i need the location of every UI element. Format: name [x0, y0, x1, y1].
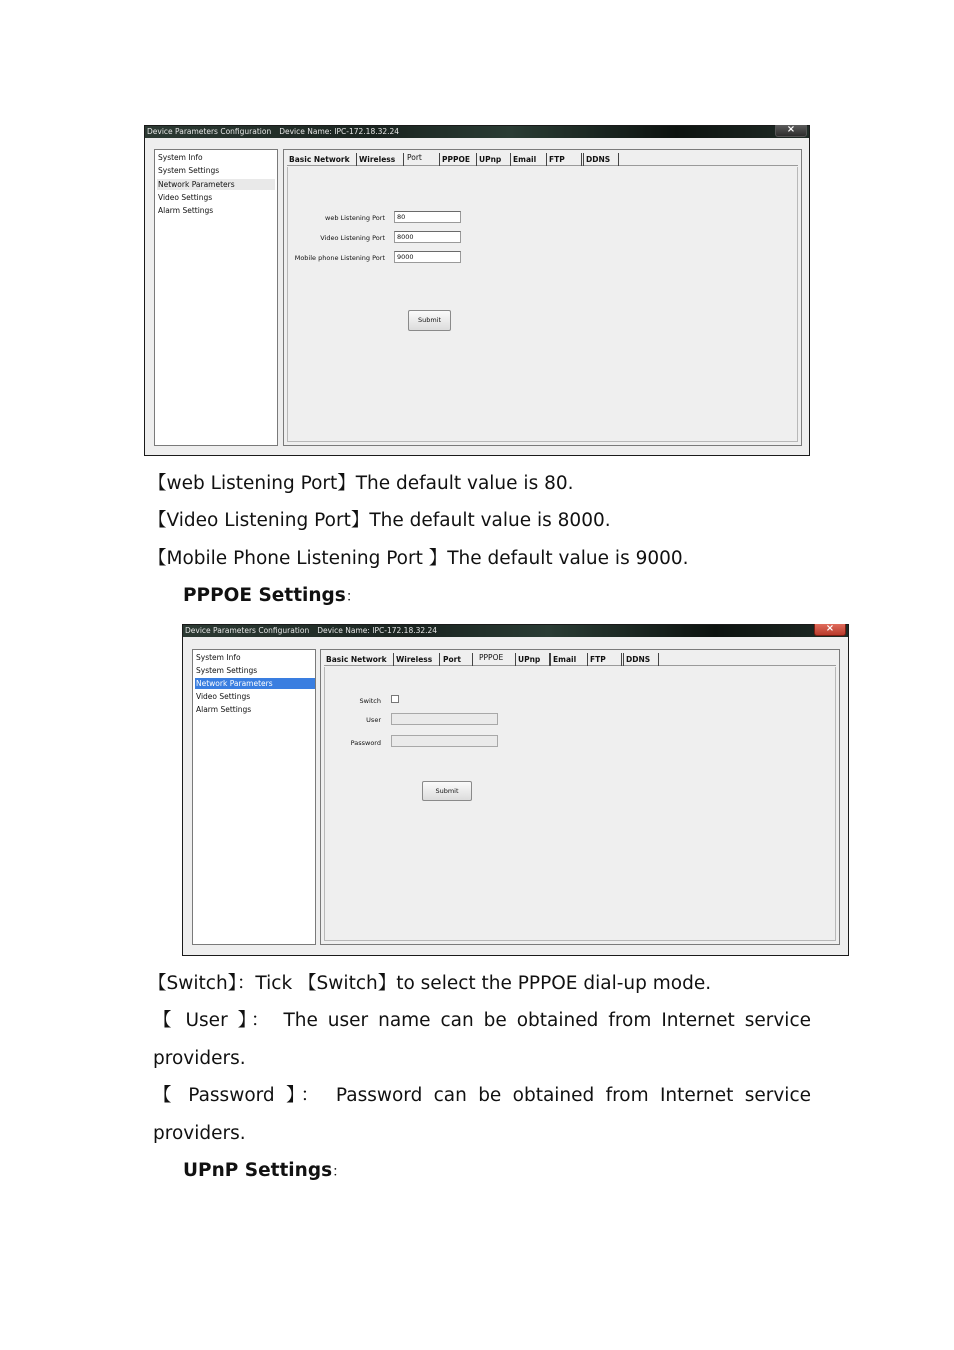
tab-ftp[interactable]: FTP — [547, 153, 582, 166]
pppoe-heading — [183, 585, 360, 608]
pppoe-config-window — [182, 624, 849, 956]
nav-item-system-info[interactable]: System Info — [158, 153, 203, 162]
nav-tree — [192, 649, 316, 945]
nav-item-system-info[interactable]: System Info — [196, 653, 241, 662]
tab-content — [324, 667, 836, 941]
device-name: Device Name: IPC-172.18.32.24 — [279, 127, 400, 136]
submit-button[interactable]: Submit — [422, 781, 472, 801]
tab-port[interactable]: Port — [407, 153, 422, 162]
window-title: Device Parameters Configuration — [185, 626, 310, 635]
video-port-note-text: The default value is 8000. — [369, 510, 611, 531]
close-button[interactable]: × — [814, 624, 846, 636]
nav-item-network-parameters[interactable]: Network Parameters — [157, 179, 275, 190]
nav-item-video-settings[interactable]: Video Settings — [158, 193, 213, 202]
tab-email[interactable]: Email — [550, 653, 588, 666]
tab-bar — [324, 653, 836, 666]
tab-upnp[interactable]: UPnp — [477, 153, 511, 166]
tab-port[interactable]: Port — [441, 653, 473, 666]
password-note-line2: providers. — [153, 1123, 246, 1144]
window-titlebar — [145, 126, 809, 138]
upnp-heading — [183, 1160, 346, 1183]
password-note-line1: 【 Password 】： Password can be obtained from Internet service — [153, 1085, 811, 1106]
tab-upnp[interactable]: UPnp — [515, 653, 550, 666]
window-title: Device Parameters Configuration — [147, 127, 272, 136]
mobile-port-input[interactable]: 9000 — [394, 251, 461, 263]
upnp-heading-colon: ： — [332, 1164, 347, 1180]
submit-button[interactable]: Submit — [408, 310, 451, 331]
tab-wireless[interactable]: Wireless — [394, 653, 440, 666]
tab-pppoe[interactable]: PPPOE — [479, 653, 504, 662]
switch-checkbox[interactable] — [391, 695, 399, 703]
tab-pppoe[interactable]: PPPOE — [439, 153, 477, 166]
video-port-note — [148, 510, 611, 532]
close-button[interactable]: × — [775, 125, 807, 137]
video-port-input[interactable]: 8000 — [394, 231, 461, 243]
nav-item-system-settings[interactable]: System Settings — [196, 666, 258, 675]
password-label: Password — [350, 739, 381, 747]
tab-content — [287, 167, 798, 442]
tab-basic-network[interactable]: Basic Network — [324, 653, 394, 666]
web-port-note-key: 【web Listening Port】 — [148, 473, 356, 494]
nav-item-system-settings[interactable]: System Settings — [158, 166, 220, 175]
nav-item-video-settings[interactable]: Video Settings — [196, 692, 251, 701]
port-config-window — [144, 125, 810, 456]
upnp-heading-text: UPnP Settings — [183, 1160, 333, 1181]
tab-bar — [287, 153, 798, 166]
nav-item-network-parameters[interactable]: Network Parameters — [195, 678, 315, 689]
user-input[interactable] — [391, 713, 498, 725]
web-port-input[interactable]: 80 — [394, 211, 461, 223]
switch-note: 【Switch】：Tick 【Switch】to select the PPPOE dial-up mode. — [148, 973, 712, 994]
device-name: Device Name: IPC-172.18.32.24 — [317, 626, 438, 635]
mobile-port-note — [148, 548, 689, 570]
nav-tree — [154, 149, 278, 446]
video-port-label: Video Listening Port — [320, 234, 385, 242]
mobile-port-label: Mobile phone Listening Port — [294, 254, 385, 262]
switch-label: Switch — [359, 697, 381, 705]
settings-panel — [320, 649, 840, 945]
nav-item-alarm-settings[interactable]: Alarm Settings — [158, 206, 214, 215]
tab-ddns[interactable]: DDNS — [583, 153, 619, 166]
nav-item-alarm-settings[interactable]: Alarm Settings — [196, 705, 252, 714]
web-port-label: web Listening Port — [325, 214, 385, 222]
pppoe-heading-colon: ： — [345, 589, 360, 605]
tab-email[interactable]: Email — [511, 153, 547, 166]
window-titlebar — [183, 625, 848, 637]
mobile-port-note-key: 【Mobile Phone Listening Port 】 — [148, 548, 448, 569]
tab-basic-network[interactable]: Basic Network — [287, 153, 357, 166]
mobile-port-note-text: The default value is 9000. — [447, 548, 689, 569]
password-input[interactable] — [391, 735, 498, 747]
tab-wireless[interactable]: Wireless — [357, 153, 404, 166]
user-label: User — [366, 716, 381, 724]
web-port-note-text: The default value is 80. — [355, 473, 574, 494]
user-note-line1: 【 User 】： The user name can be obtained from Internet service — [153, 1010, 811, 1031]
web-port-note — [148, 473, 574, 495]
pppoe-heading-text: PPPOE Settings — [183, 585, 346, 606]
tab-ddns[interactable]: DDNS — [623, 653, 659, 666]
video-port-note-key: 【Video Listening Port】 — [148, 510, 370, 531]
tab-ftp[interactable]: FTP — [588, 653, 622, 666]
user-note-line2: providers. — [153, 1048, 246, 1069]
settings-panel — [283, 149, 802, 446]
